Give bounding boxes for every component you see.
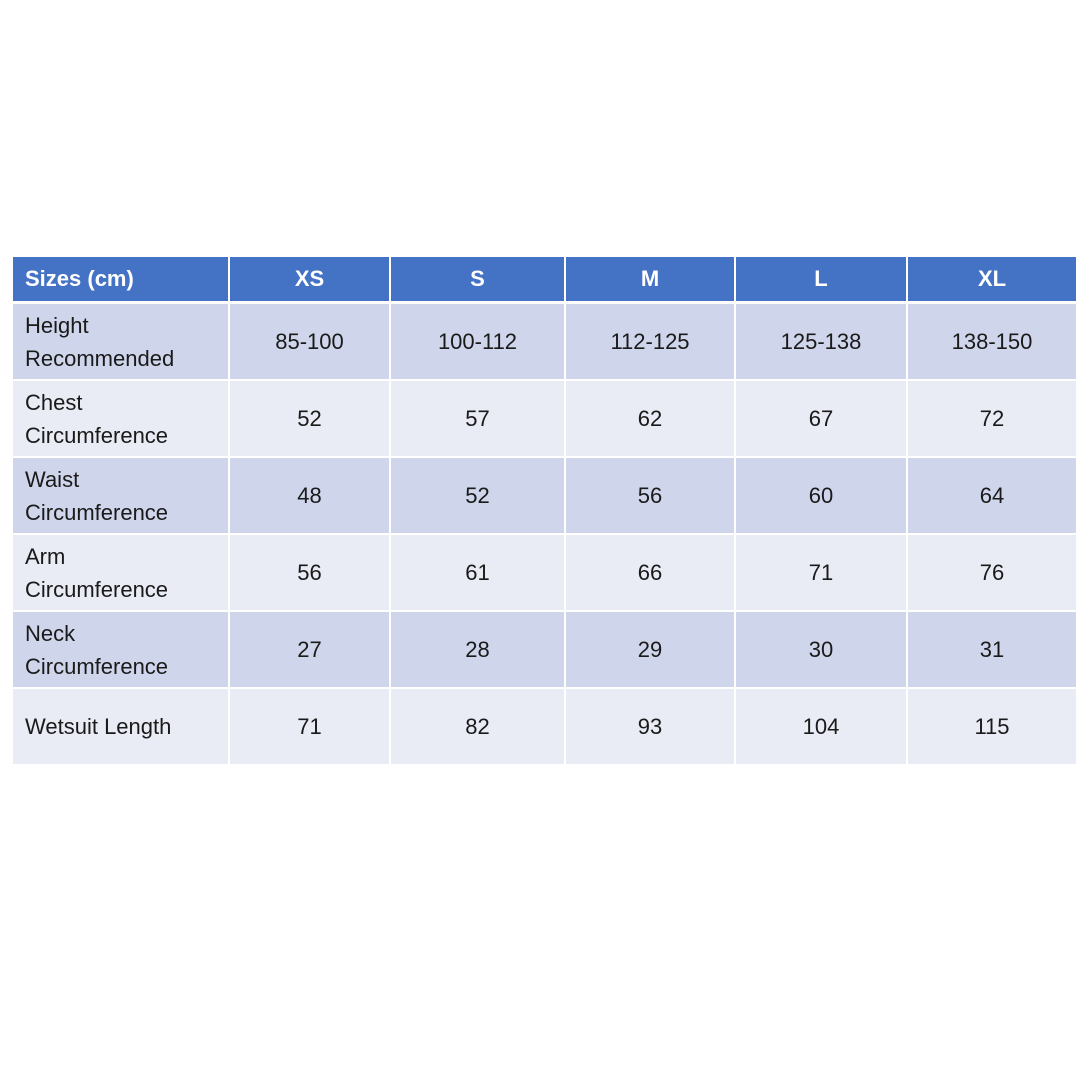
size-header-m: M: [566, 257, 736, 304]
table-cell: 28: [391, 612, 566, 689]
table-row: [13, 304, 1076, 381]
table-cell: 138-150: [908, 304, 1076, 381]
table-cell: 31: [908, 612, 1076, 689]
row-label-line: Neck: [25, 620, 76, 646]
row-label-line: Circumference: [25, 653, 169, 679]
table-cell: 66: [566, 535, 736, 612]
table-cell: 64: [908, 458, 1076, 535]
row-label-line: Chest: [25, 389, 83, 415]
table-cell: 85-100: [230, 304, 391, 381]
table-cell: 60: [736, 458, 908, 535]
header-label-cell: Sizes (cm): [13, 257, 230, 304]
table-cell: 30: [736, 612, 908, 689]
row-label-wetsuit-length: [13, 689, 230, 766]
row-label-height: [13, 304, 230, 381]
row-label-neck: [13, 612, 230, 689]
row-label-line: Recommended: [25, 345, 175, 371]
table-cell: 27: [230, 612, 391, 689]
row-label-line: Arm: [25, 543, 66, 569]
table-cell: 93: [566, 689, 736, 766]
table-row: [13, 458, 1076, 535]
table-cell: 125-138: [736, 304, 908, 381]
header-row: [13, 257, 1076, 304]
size-header-l: L: [736, 257, 908, 304]
table-cell: 71: [736, 535, 908, 612]
table-cell: 56: [566, 458, 736, 535]
row-label-arm: [13, 535, 230, 612]
table-cell: 100-112: [391, 304, 566, 381]
table-cell: 52: [391, 458, 566, 535]
table-row: [13, 689, 1076, 766]
size-header-xs: XS: [230, 257, 391, 304]
row-label-chest: [13, 381, 230, 458]
table-cell: 115: [908, 689, 1076, 766]
table-cell: 76: [908, 535, 1076, 612]
row-label-line: Circumference: [25, 422, 169, 448]
row-label-line: Waist: [25, 466, 80, 492]
table-cell: 104: [736, 689, 908, 766]
row-label-waist: [13, 458, 230, 535]
table-row: [13, 612, 1076, 689]
table-cell: 52: [230, 381, 391, 458]
table-cell: 48: [230, 458, 391, 535]
table-cell: 62: [566, 381, 736, 458]
table-cell: 72: [908, 381, 1076, 458]
table-cell: 61: [391, 535, 566, 612]
row-label-line: Circumference: [25, 576, 169, 602]
table-cell: 56: [230, 535, 391, 612]
row-label-line: Wetsuit Length: [25, 714, 172, 739]
table-cell: 71: [230, 689, 391, 766]
size-header-s: S: [391, 257, 566, 304]
size-chart-table: [13, 257, 1076, 766]
table-row: [13, 381, 1076, 458]
size-header-xl: XL: [908, 257, 1076, 304]
table-row: [13, 535, 1076, 612]
table-cell: 82: [391, 689, 566, 766]
row-label-line: Circumference: [25, 499, 169, 525]
table-cell: 112-125: [566, 304, 736, 381]
table-cell: 67: [736, 381, 908, 458]
row-label-line: Height: [25, 312, 89, 338]
table-cell: 29: [566, 612, 736, 689]
table-cell: 57: [391, 381, 566, 458]
